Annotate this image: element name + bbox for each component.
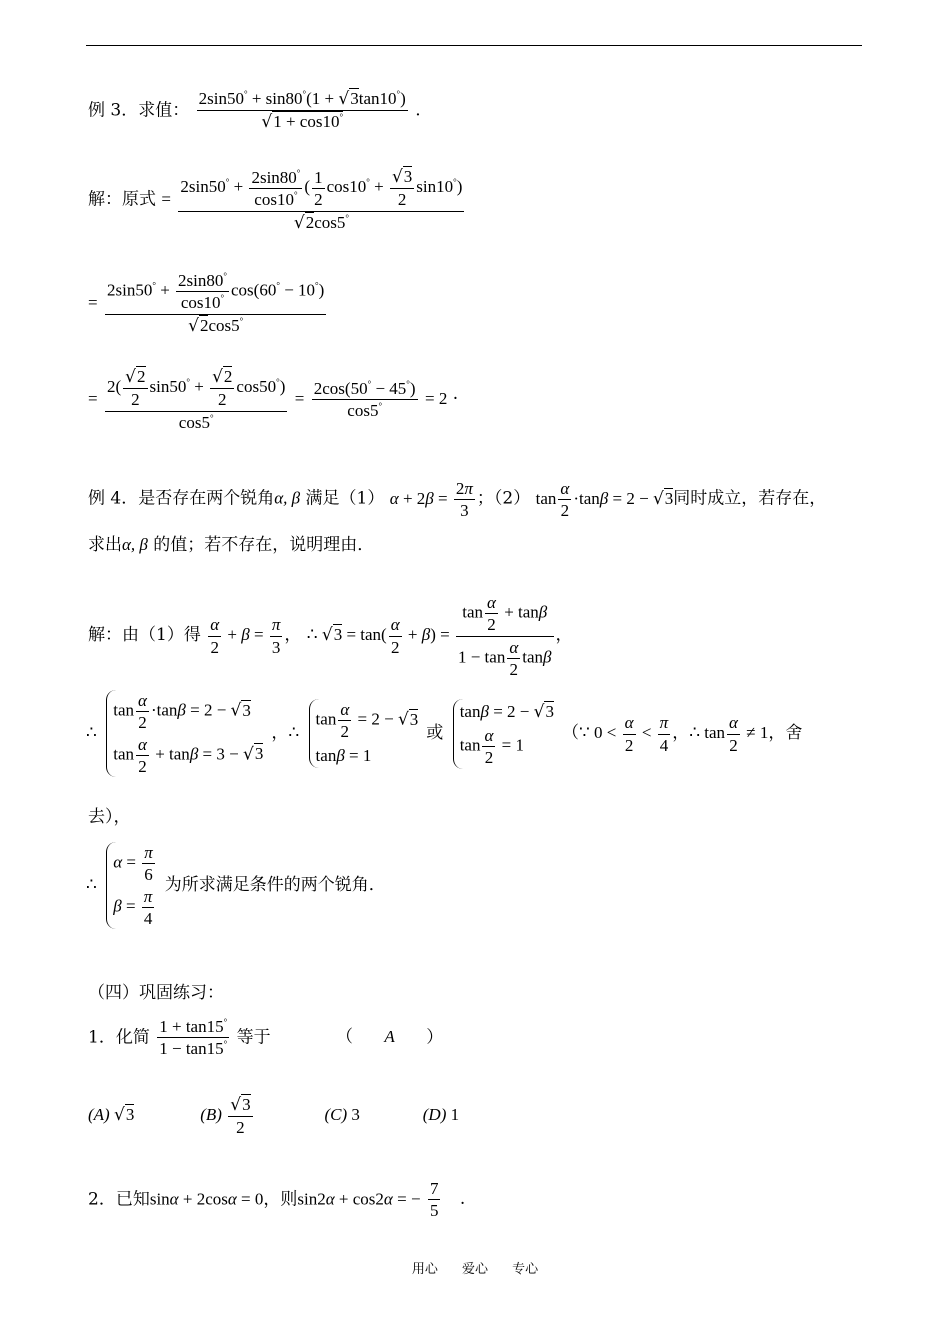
system-brace-1: tan $\frac{\alpha}{2}$ ·tanβ = 2 − √3 tan $\frac{\alpha}{2}$ + tanβ = 3 − √3 [106, 690, 267, 777]
example-3-question: 例 3．求值： $\frac{2\sin 50^\circ + \sin 80^\circ(1 + √3\tan 10^\circ)}{√1 + \cos 10^\circ}$ . [88, 89, 421, 133]
option-c: (C) 3 [324, 1105, 360, 1125]
example-4-solution-line-2: ∴ tan $\frac{\alpha}{2}$ ·tanβ = 2 − √3 tan $\frac{\alpha}{2}$ + tanβ = 3 − √3 ，∴ tan $\frac{\alpha}{2}$ = 2 − √3 tanβ = 1 或 tanβ = 2 − √3 tan $\frac{\alpha}{2}$ = 1 （∵ 0 < $\frac{\alpha}{2}$ < $\frac{\pi}{4}$ ，∴ tan $\frac{\alpha}{2}$ ≠ 1，舍 [86, 691, 803, 776]
system-brace-3: tanβ = 2 − √3 tan $\frac{\alpha}{2}$ = 1 [453, 699, 558, 769]
system-brace-2: tan $\frac{\alpha}{2}$ = 2 − √3 tanβ = 1 [309, 699, 423, 768]
system-brace-4: α = $\frac{\pi}{6}$ β = $\frac{\pi}{4}$ [106, 842, 161, 929]
solution-label: 解：原式 [88, 189, 156, 210]
example-3-solution-step-3: = 2( $\frac{√2}{2}$ sin50° + $\frac{√2}{2}$ cos50°) cos5° = $\frac{2\cos(50^\circ - 45^\circ)}{\cos 5^\circ}$ = 2 · [88, 367, 459, 432]
option-b: (B) $\frac{√3}{2}$ [200, 1095, 251, 1138]
example-3-expression: $\frac{2\sin 50^\circ + \sin 80^\circ(1 + √3\tan 10^\circ)}{√1 + \cos 10^\circ}$ [198, 89, 406, 133]
example-4-conclusion: ∴ α = $\frac{\pi}{6}$ β = $\frac{\pi}{4}$ 为所求满足条件的两个锐角． [86, 843, 386, 928]
header-rule [86, 45, 862, 46]
example-4-question-line-2: 求出α, β 的值；若不存在，说明理由． [88, 535, 375, 555]
practice-heading: （四）巩固练习： [88, 983, 224, 1003]
example-4-solution-line-1: 解：由（1）得 $\frac{\alpha}{2}$ + β = $\frac{\pi}{3}$ ， ∴ √3 = tan( $\frac{\alpha}{2}$ + β) = tan $\frac{\alpha}{2}$ + tanβ 1 − tan $\frac{\alpha}{2}$ tanβ ， [88, 593, 573, 679]
page-footer: 用心 爱心 专心 [411, 1262, 539, 1277]
option-a: (A) √3 [88, 1105, 135, 1126]
practice-question-2: 2．已知sinα + 2cosα = 0，则sin2α + cos2α = − $\frac{7}{5}$ . [88, 1179, 466, 1221]
example-4-label: 例 4．是否存在两个锐角 [88, 488, 275, 509]
question-1-answer: A [384, 1027, 395, 1047]
practice-question-1: 1．化简 $\frac{1 + \tan 15^\circ}{1 - \tan 15^\circ}$ 等于 （ A ） [88, 1017, 444, 1059]
question-2-answer: $\frac{7}{5}$ [429, 1179, 439, 1221]
example-3-solution-step-1: 解：原式 = 2sin50° + $\frac{2\sin 80^\circ}{\cos 10^\circ}$ ( $\frac{1}{2}$ cos10° + $\frac{√3}{2}$ sin10°) √2cos5° [88, 167, 463, 233]
example-3-label: 例 3．求值： [88, 100, 190, 121]
example-4-solution-line-3: 去）， [88, 807, 131, 827]
option-d: (D) 1 [422, 1105, 460, 1125]
practice-question-1-options [88, 1094, 459, 1139]
example-4-question-line-1: 例 4．是否存在两个锐角α, β 满足（1） α + 2β = $\frac{2\pi}{3}$ ；（2） tan $\frac{\alpha}{2}$ ·tanβ = 2 − √3同时成立，若存在， [88, 479, 827, 521]
example-3-solution-step-2: = 2sin50° + $\frac{2\sin 80^\circ}{\cos 10^\circ}$ cos(60° − 10°) √2cos5° [88, 271, 325, 336]
